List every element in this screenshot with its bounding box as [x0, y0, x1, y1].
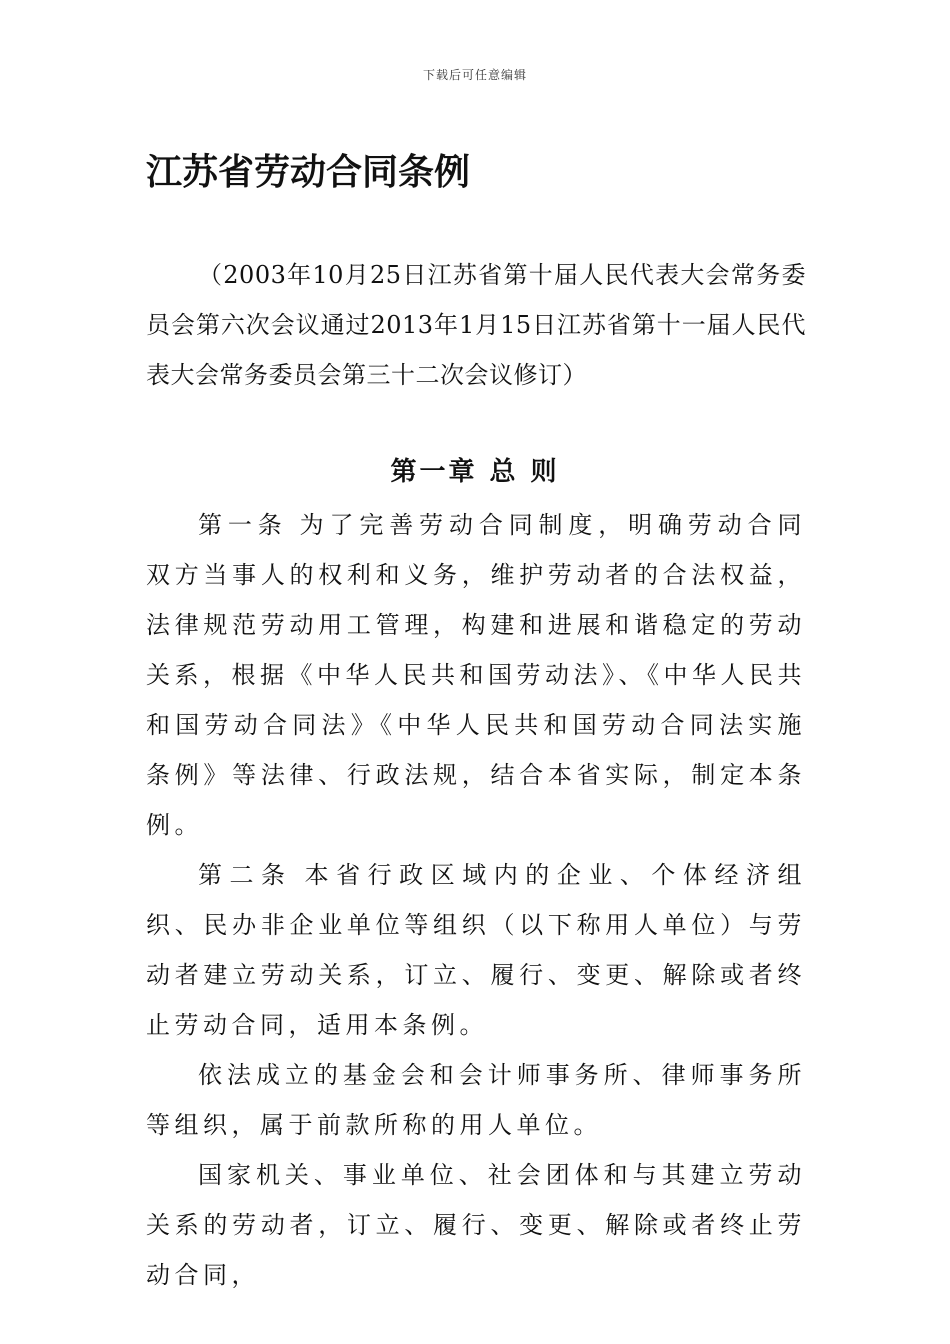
chapter-heading: 第一章 总 则: [390, 457, 560, 487]
header-note: 下载后可任意编辑: [422, 68, 527, 82]
article-2-label: 第二条: [198, 861, 293, 889]
document-title: 江苏省劳动合同条例: [146, 151, 471, 193]
paragraph-2: 国家机关、事业单位、社会团体和与其建立劳动关系的劳动者，订立、履行、变更、解除或者终止劳动合同，: [146, 1161, 806, 1289]
article-1-text: 为了完善劳动合同制度，明确劳动合同双方当事人的权利和义务，维护劳动者的合法权益，法律规范劳动用工管理，构建和进展和谐稳定的劳动关系，根据《中华人民共和国劳动法》、《中华人民共和国劳动合同法》《中华人民共和国劳动合同法实施条例》等法律、行政法规，结合本省实际，制定本条例。: [146, 511, 807, 839]
preamble: （2003年10月25日江苏省第十届人民代表大会常务委员会第六次会议通过2013年1月15日江苏省第十一届人民代表大会常务委员会第三十二次会议修订）: [146, 261, 806, 389]
paragraph-1: 依法成立的基金会和会计师事务所、律师事务所等组织，属于前款所称的用人单位。: [146, 1061, 806, 1139]
article-2-text: 本省行政区域内的企业、个体经济组织、民办非企业单位等组织（以下称用人单位）与劳动者建立劳动关系，订立、履行、变更、解除或者终止劳动合同，适用本条例。: [146, 861, 807, 1039]
article-2: [146, 850, 806, 1050]
articles-section: [146, 500, 806, 1300]
article-1-label: 第一条: [198, 511, 288, 539]
article-1: [146, 500, 806, 850]
